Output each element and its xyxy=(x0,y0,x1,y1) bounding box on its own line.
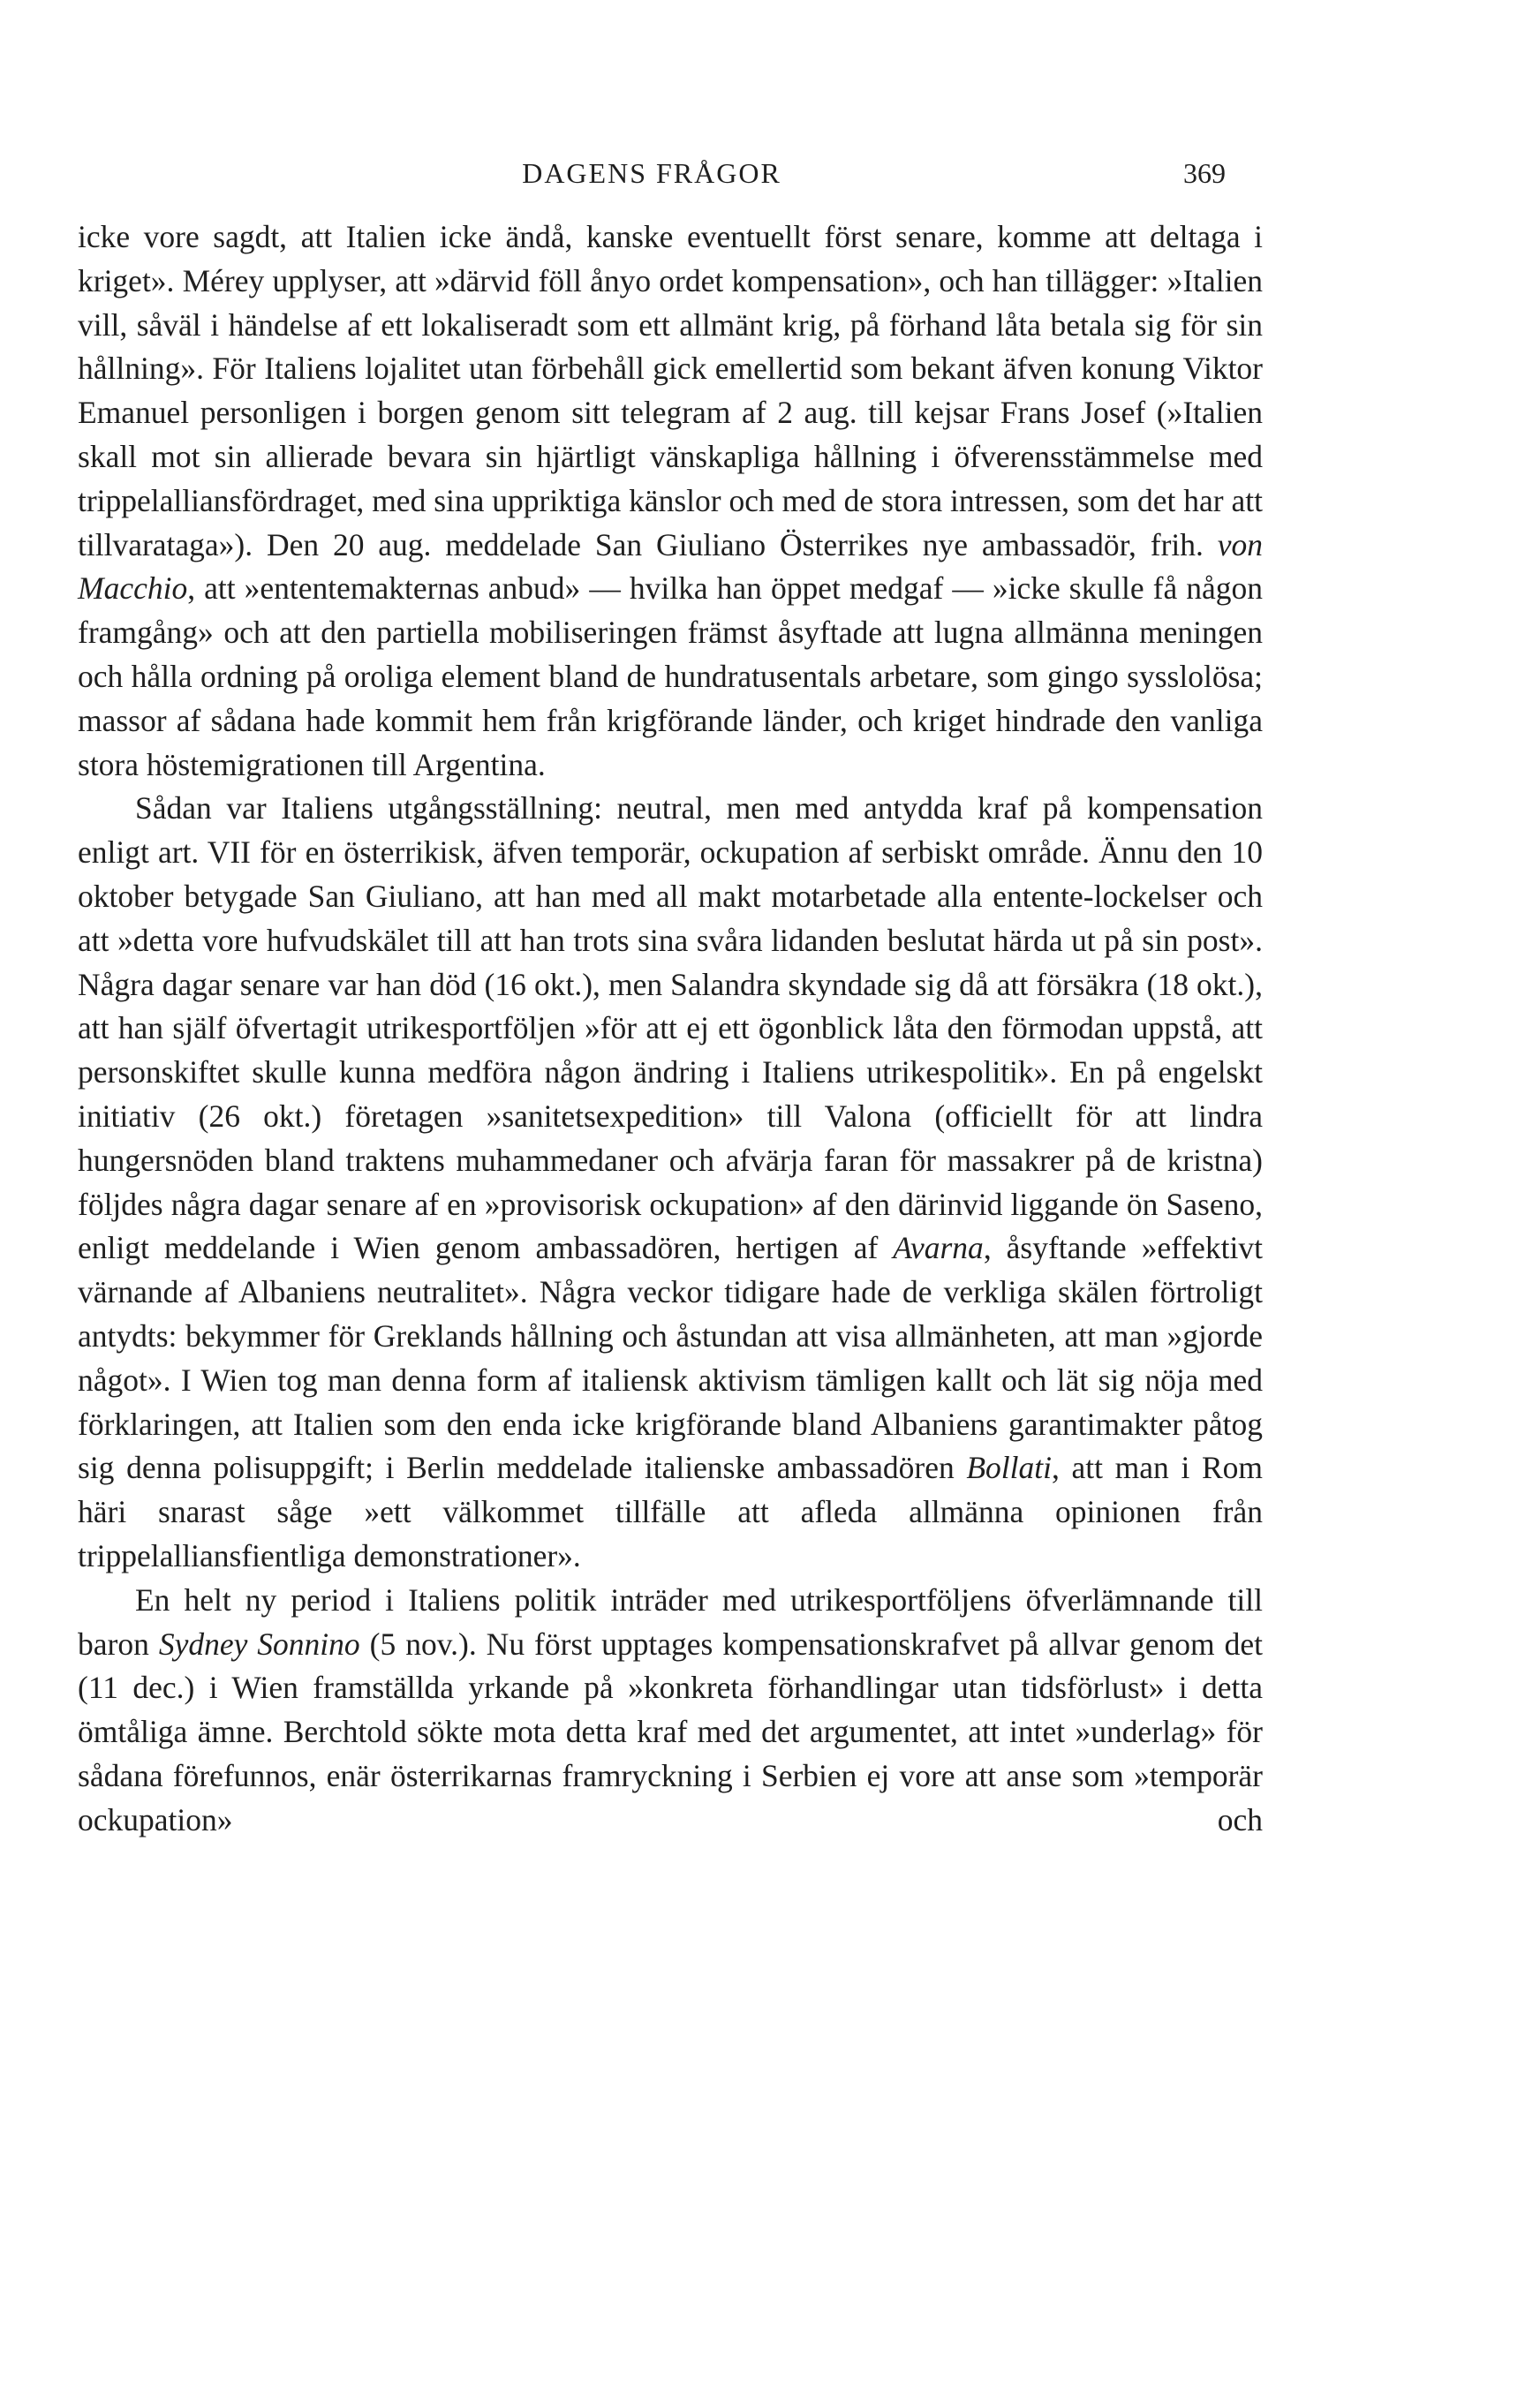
italic-name: Bollati xyxy=(966,1450,1052,1486)
italic-name: Avarna xyxy=(893,1230,984,1266)
text-run: Sådan var Italiens utgångsställning: neutral, men med antydda kraf på kompensation enligt art. VII för en österrikisk, äfven temporär, ockupation af serbiskt område. Ännu den 10 oktober betygade San Giuliano, att han med all makt motarbetade alla entente-lockelser och att »detta vore hufvudskälet till att han trots sina svåra lidanden beslutat härda ut på sin post». Några dagar senare var han död (16 okt.), men Salandra skyndade sig då att försäkra (18 okt.), att han själf öfvertagit utrikesportföljen »för att ej ett ögonblick låta den förmodan uppstå, att personskiftet skulle kunna medföra någon ändring i Italiens utrikespolitik». En på engelskt initiativ (26 okt.) företagen »sanitetsexpedition» till Valona (officiellt för att lindra hungersnöden bland traktens muhammedaner och afvärja faran för massakrer på de kristna) följdes några dagar senare af en »provisorisk ockupation» af den därinvid liggande ön Saseno, enligt meddelande i Wien genom ambassadören, hertigen af xyxy=(78,790,1263,1266)
text-run: , att man i Rom häri snarast såge »ett välkommet tillfälle att afleda allmänna opinionen från trippelalliansfientliga demonstrationer». xyxy=(78,1450,1263,1573)
text-run: (5 nov.). Nu först upptages kompensationskrafvet på allvar genom det (11 dec.) i Wien framställda yrkande på »konkreta förhandlingar utan tidsförlust» i detta ömtåliga ämne. Berchtold sökte mota detta kraf med det argumentet, att intet »underlag» för sådana förefunnos, enär österrikarnas framryckning i Serbien ej vore att anse som »temporär ockupation» och xyxy=(78,1626,1263,1837)
text-run: En helt ny period i Italiens politik inträder med utrikesportföljens öfverlämnande till baron xyxy=(78,1581,1263,1662)
page-number: 369 xyxy=(1183,157,1226,189)
italic-name: Sydney Sonnino xyxy=(158,1626,360,1662)
paragraph xyxy=(78,1579,1263,1843)
body-text xyxy=(78,215,1263,1842)
text-run: , att »ententemakternas anbud» — hvilka han öppet medgaf — »icke skulle få någon framgång» och att den partiella mobiliseringen främst åsyftade att lugna allmänna meningen och hålla ordning på oroliga element bland de hundratusentals arbetare, som gingo sysslolösa; massor af sådana hade kommit hem från krigförande länder, och kriget hindrade den vanliga stora höstemigrationen till Argentina. xyxy=(78,570,1263,782)
running-header xyxy=(78,157,1226,196)
paragraph xyxy=(78,787,1263,1578)
running-title: DAGENS FRÅGOR xyxy=(522,157,781,189)
italic-name: von Macchio xyxy=(78,526,1263,607)
text-run: , åsyftande »effektivt värnande af Albaniens neutralitet». Några veckor tidigare hade de verkliga skälen förtroligt antydts: bekymmer för Greklands hållning och åstundan att visa allmänheten, att man »gjorde något». I Wien tog man denna form af italiensk aktivism tämligen kallt och lät sig nöja med förklaringen, att Italien som den enda icke krigförande bland Albaniens garantimakter påtog sig denna polisuppgift; i Berlin meddelade italienske ambassadören xyxy=(78,1230,1263,1486)
paragraph xyxy=(78,215,1263,787)
text-run: icke vore sagdt, att Italien icke ändå, kanske eventuellt först senare, komme att deltaga i kriget». Mérey upplyser, att »därvid föll ånyo ordet kompensation», och han tillägger: »Italien vill, såväl i händelse af ett lokaliseradt som ett allmänt krig, på förhand låta betala sig för sin hållning». För Italiens lojalitet utan förbehåll gick emellertid som bekant äfven konung Viktor Emanuel personligen i borgen genom sitt telegram af 2 aug. till kejsar Frans Josef (»Italien skall mot sin allierade bevara sin hjärtligt vänskapliga hållning i öfverensstämmelse med trippelalliansfördraget, med sina uppriktiga känslor och med de stora intressen, som det har att tillvarataga»). Den 20 aug. meddelade San Giuliano Österrikes nye ambassadör, frih. xyxy=(78,219,1263,562)
